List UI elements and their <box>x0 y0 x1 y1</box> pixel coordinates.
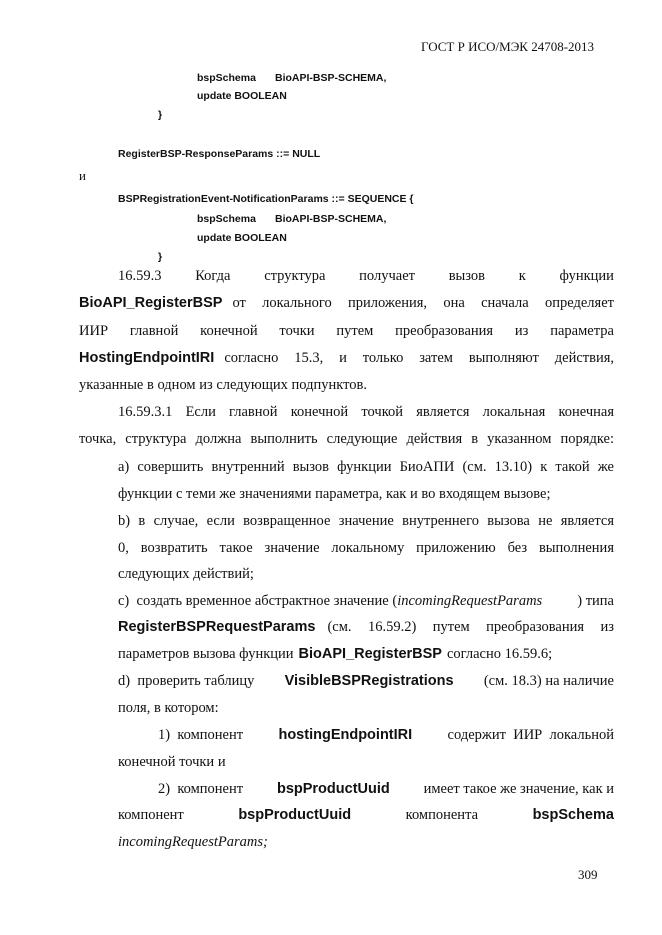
conjunction: и <box>79 168 86 183</box>
component-name-code: hostingEndpointIRI <box>278 727 413 743</box>
sub-1-line-1: 1) компонент hostingEndpointIRI содержит ИИР локальной <box>158 727 614 743</box>
section-number: 16.59.3 <box>118 268 162 284</box>
response-params-definition: RegisterBSP-ResponseParams ::= NULL <box>118 148 321 160</box>
code-field-name: bspSchema <box>197 213 256 225</box>
type-name-code: RegisterBSPRequestParams <box>118 619 316 635</box>
section-line-4: HostingEndpointIRI согласно 15.3, и только затем выполняют действия, <box>79 350 614 366</box>
sub-2-line-1: 2) компонент bspProductUuid имеет такое же значение, как и <box>158 781 614 797</box>
code-block-header: BSPRegistrationEvent-NotificationParams ::= SEQUENCE { <box>118 193 414 205</box>
item-d-line-1: d) проверить таблицу VisibleBSPRegistrations (см. 18.3) на наличие <box>118 673 614 689</box>
section-line-2: BioAPI_RegisterBSP от локального приложения, она сначала определяет <box>79 295 614 311</box>
item-c-line-3: параметров вызова функции BioAPI_RegisterBSP согласно 16.59.6; <box>118 646 553 662</box>
component-name-code: bspProductUuid <box>238 807 352 823</box>
sub-2-line-2: компонент bspProductUuid компонента bspSchema <box>118 807 614 823</box>
italic-term: incomingRequestParams <box>397 593 543 609</box>
item-b-line-2: 0, возвратить такое значение локальному приложению без выполнения <box>118 540 614 556</box>
item-c-line-2: RegisterBSPRequestParams (см. 16.59.2) путем преобразования из <box>118 619 614 635</box>
function-name-code: BioAPI_RegisterBSP <box>298 646 442 662</box>
code-field-type: BioAPI-BSP-SCHEMA, <box>275 213 387 225</box>
sub-1-line-2: конечной точки и <box>118 754 226 770</box>
sub-2-line-3: incomingRequestParams; <box>118 834 268 850</box>
parameter-name-code: HostingEndpointIRI <box>79 350 215 366</box>
item-b-line-1: b) в случае, если возвращенное значение внутреннего вызова не является <box>118 513 614 529</box>
item-c-line-1: с) создать временное абстрактное значение ( incomingRequestParams ) типа <box>118 593 614 609</box>
code-close-brace: } <box>158 251 163 263</box>
item-b-line-3: следующих действий; <box>118 566 254 582</box>
section-line-3: ИИР главной конечной точки путем преобразования из параметра <box>79 323 614 339</box>
section-line-5: указанные в одном из следующих подпунктов. <box>79 377 367 393</box>
schema-name-code: bspSchema <box>532 807 614 823</box>
item-a-line-2: функции с теми же значениями параметра, как и во входящем вызове; <box>118 486 551 502</box>
table-name-code: VisibleBSPRegistrations <box>284 673 454 689</box>
item-a-line-1: а) совершить внутренний вызов функции БиоАПИ (см. 13.10) к такой же <box>118 459 614 475</box>
code-field-line: update BOOLEAN <box>197 90 287 102</box>
component-name-code: bspProductUuid <box>276 781 390 797</box>
subsection-line-1: 16.59.3.1 Если главной конечной точкой является локальная конечная <box>118 404 614 420</box>
page-header: ГОСТ Р ИСО/МЭК 24708-2013 <box>421 39 595 54</box>
code-field-line: update BOOLEAN <box>197 232 287 244</box>
function-name-code: BioAPI_RegisterBSP <box>79 295 223 311</box>
section-line-1: 16.59.3 Когда структура получает вызов к функции <box>118 268 614 284</box>
code-field-name: bspSchema <box>197 72 256 84</box>
code-field-type: BioAPI-BSP-SCHEMA, <box>275 72 387 84</box>
subsection-line-2: точка, структура должна выполнить следующие действия в указанном порядке: <box>79 431 614 447</box>
code-close-brace: } <box>158 109 163 121</box>
page-number: 309 <box>578 867 598 882</box>
item-d-line-2: поля, в котором: <box>118 700 219 716</box>
